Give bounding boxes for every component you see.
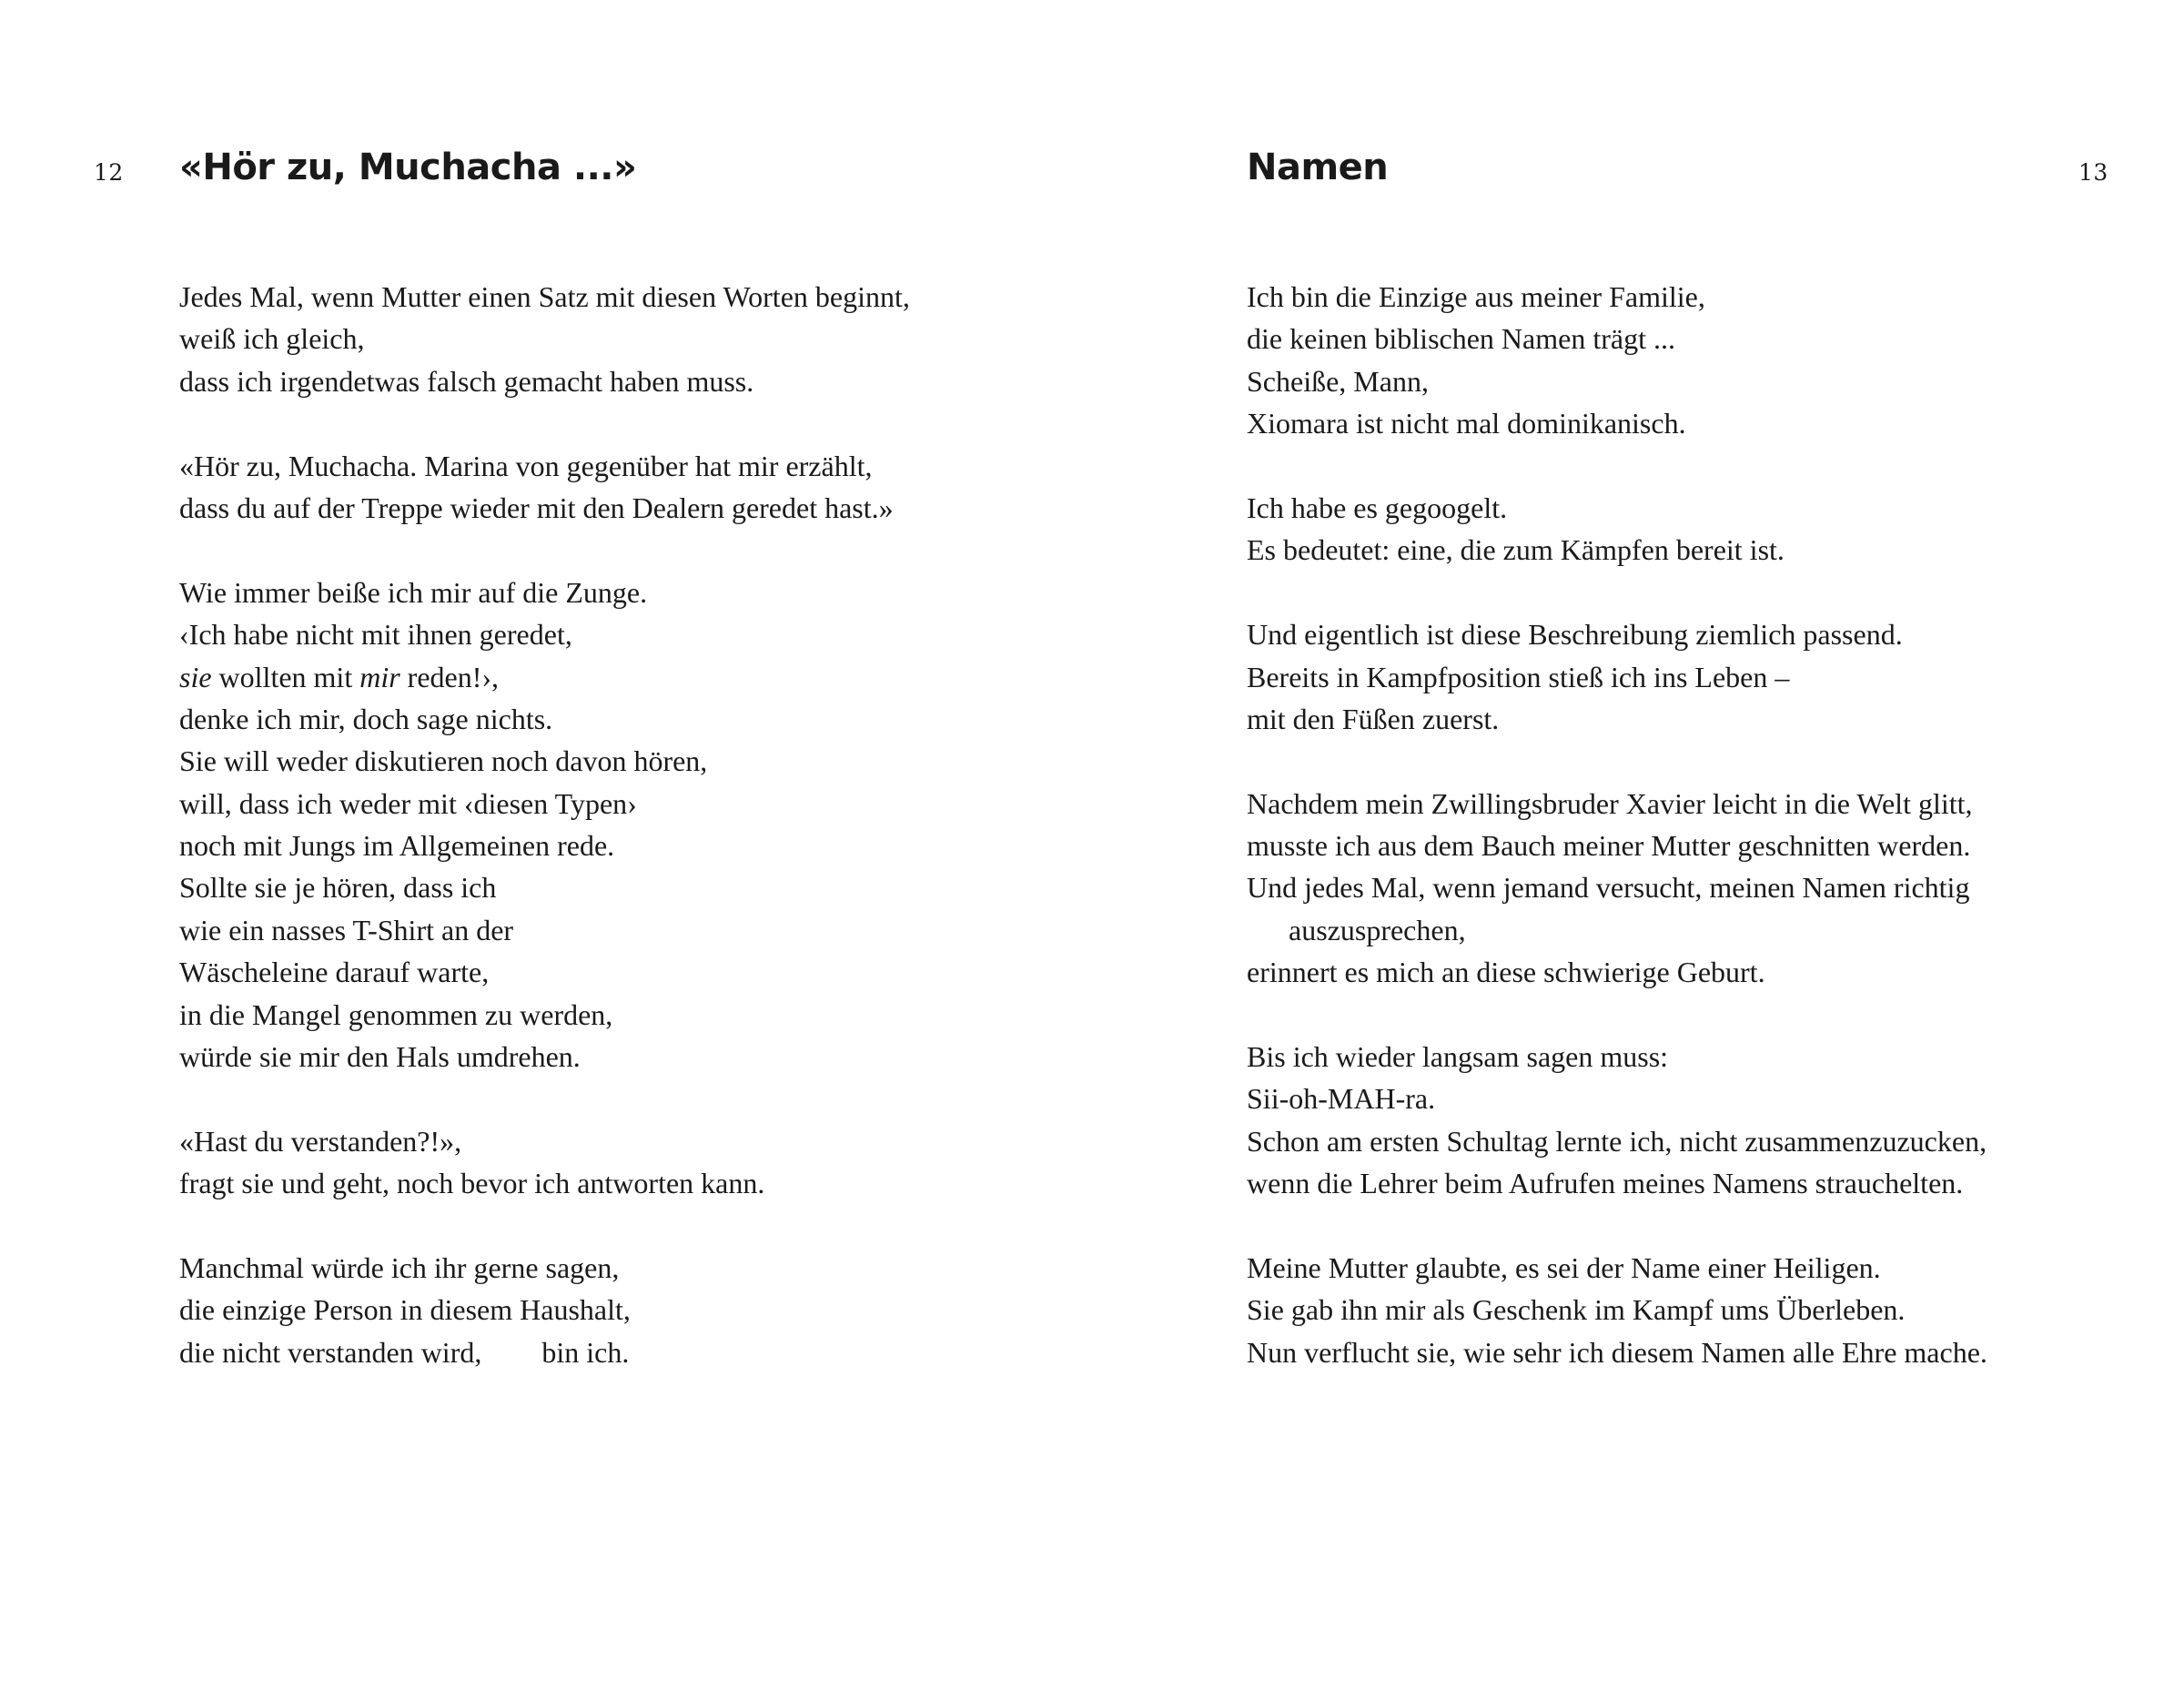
poem-line: Ich habe es gegoogelt. (1247, 491, 1508, 524)
poem-line: musste ich aus dem Bauch meiner Mutter geschnitten werden. (1247, 829, 1971, 863)
poem-line: würde sie mir den Hals umdrehen. (179, 1040, 581, 1074)
poem-line-split (179, 1331, 998, 1373)
poem-line: Jedes Mal, wenn Mutter einen Satz mit diesen Worten beginnt, (179, 280, 910, 313)
poem-line: Und eigentlich ist diese Beschreibung ziemlich passend. (1247, 618, 1903, 652)
stanza (179, 572, 998, 1078)
poem-line: «Hör zu, Muchacha. Marina von gegenüber hat mir erzählt, (179, 449, 873, 482)
poem-title-right: Namen (1247, 147, 1389, 188)
poem-line: dass du auf der Treppe wieder mit den Dealern geredet hast.» (179, 491, 894, 524)
stanza (179, 1120, 998, 1205)
poem-line: «Hast du verstanden?!», (179, 1124, 462, 1158)
poem-line: Bis ich wieder langsam sagen muss: (1247, 1040, 1669, 1074)
line-fragment: wollten mit (211, 660, 360, 693)
poem-line: die einzige Person in diesem Haushalt, (179, 1293, 631, 1327)
poem-body-right (1247, 276, 2157, 1373)
poem-line: Nun verflucht sie, wie sehr ich diesem Namen alle Ehre mache. (1247, 1335, 1987, 1369)
italic-word: sie (179, 660, 212, 693)
poem-line: Manchmal würde ich ihr gerne sagen, (179, 1250, 620, 1284)
poem-line: Sollte sie je hören, dass ich (179, 871, 497, 905)
poem-line: Sie gab ihn mir als Geschenk im Kampf ums Überleben. (1247, 1293, 1906, 1327)
line-fragment: die nicht verstanden wird, (179, 1335, 482, 1369)
poem-line-italic-mixed (179, 656, 998, 698)
poem-line: Schon am ersten Schultag lernte ich, nicht zusammenzuzucken, (1247, 1124, 1987, 1158)
poem-line-indented: auszusprechen, (1289, 913, 1466, 946)
poem-line: weiß ich gleich, (179, 322, 365, 356)
page-number-right: 13 (2078, 159, 2108, 186)
stanza (1247, 783, 2157, 994)
stanza (1247, 487, 2157, 572)
italic-word: mir (359, 660, 400, 693)
poem-line: Bereits in Kampfposition stieß ich ins Leben – (1247, 660, 1790, 693)
poem-line: Meine Mutter glaubte, es sei der Name einer Heiligen. (1247, 1250, 1881, 1284)
poem-line: dass ich irgendetwas falsch gemacht haben muss. (179, 364, 754, 398)
poem-line: Sii-oh-MAH-ra. (1247, 1082, 1436, 1116)
poem-line: Und jedes Mal, wenn jemand versucht, meinen Namen richtig (1247, 871, 1970, 905)
stanza (1247, 276, 2157, 445)
poem-line: erinnert es mich an diese schwierige Geburt. (1247, 956, 1765, 989)
poem-line: will, dass ich weder mit ‹diesen Typen› (179, 786, 637, 820)
poem-line: mit den Füßen zuerst. (1247, 702, 1500, 735)
poem-line: noch mit Jungs im Allgemeinen rede. (179, 829, 615, 863)
poem-line: Ich bin die Einzige aus meiner Familie, (1247, 280, 1705, 313)
stanza (179, 445, 998, 530)
poem-line: ‹Ich habe nicht mit ihnen geredet, (179, 618, 572, 652)
poem-line: fragt sie und geht, noch bevor ich antworten kann. (179, 1167, 765, 1200)
stanza (179, 1247, 998, 1373)
poem-line: in die Mangel genommen zu werden, (179, 997, 613, 1031)
right-page (1092, 0, 2184, 1700)
poem-title-left: «Hör zu, Muchacha ...» (179, 147, 637, 188)
line-fragment: bin ich. (541, 1335, 630, 1369)
poem-line: Es bedeutet: eine, die zum Kämpfen bereit ist. (1247, 533, 1785, 567)
poem-line: Wie immer beiße ich mir auf die Zunge. (179, 575, 648, 609)
stanza (1247, 613, 2157, 740)
poem-line: Xiomara ist nicht mal dominikanisch. (1247, 407, 1686, 440)
stanza (179, 276, 998, 402)
poem-line: wenn die Lehrer beim Aufrufen meines Namens strauchelten. (1247, 1167, 1964, 1200)
poem-line: wie ein nasses T-Shirt an der (179, 913, 514, 946)
poem-body-left (179, 276, 998, 1373)
poem-line: denke ich mir, doch sage nichts. (179, 702, 553, 735)
stanza (1247, 1036, 2157, 1205)
page-number-left: 12 (94, 159, 124, 186)
poem-line: Wäscheleine darauf warte, (179, 956, 490, 989)
poem-line: die keinen biblischen Namen trägt ... (1247, 322, 1675, 356)
poem-line: Sie will weder diskutieren noch davon hören, (179, 744, 708, 778)
stanza (1247, 1247, 2157, 1373)
line-fragment: reden!›, (399, 660, 500, 693)
poem-line: Scheiße, Mann, (1247, 364, 1429, 398)
poem-line: Nachdem mein Zwillingsbruder Xavier leicht in die Welt glitt, (1247, 786, 1973, 820)
